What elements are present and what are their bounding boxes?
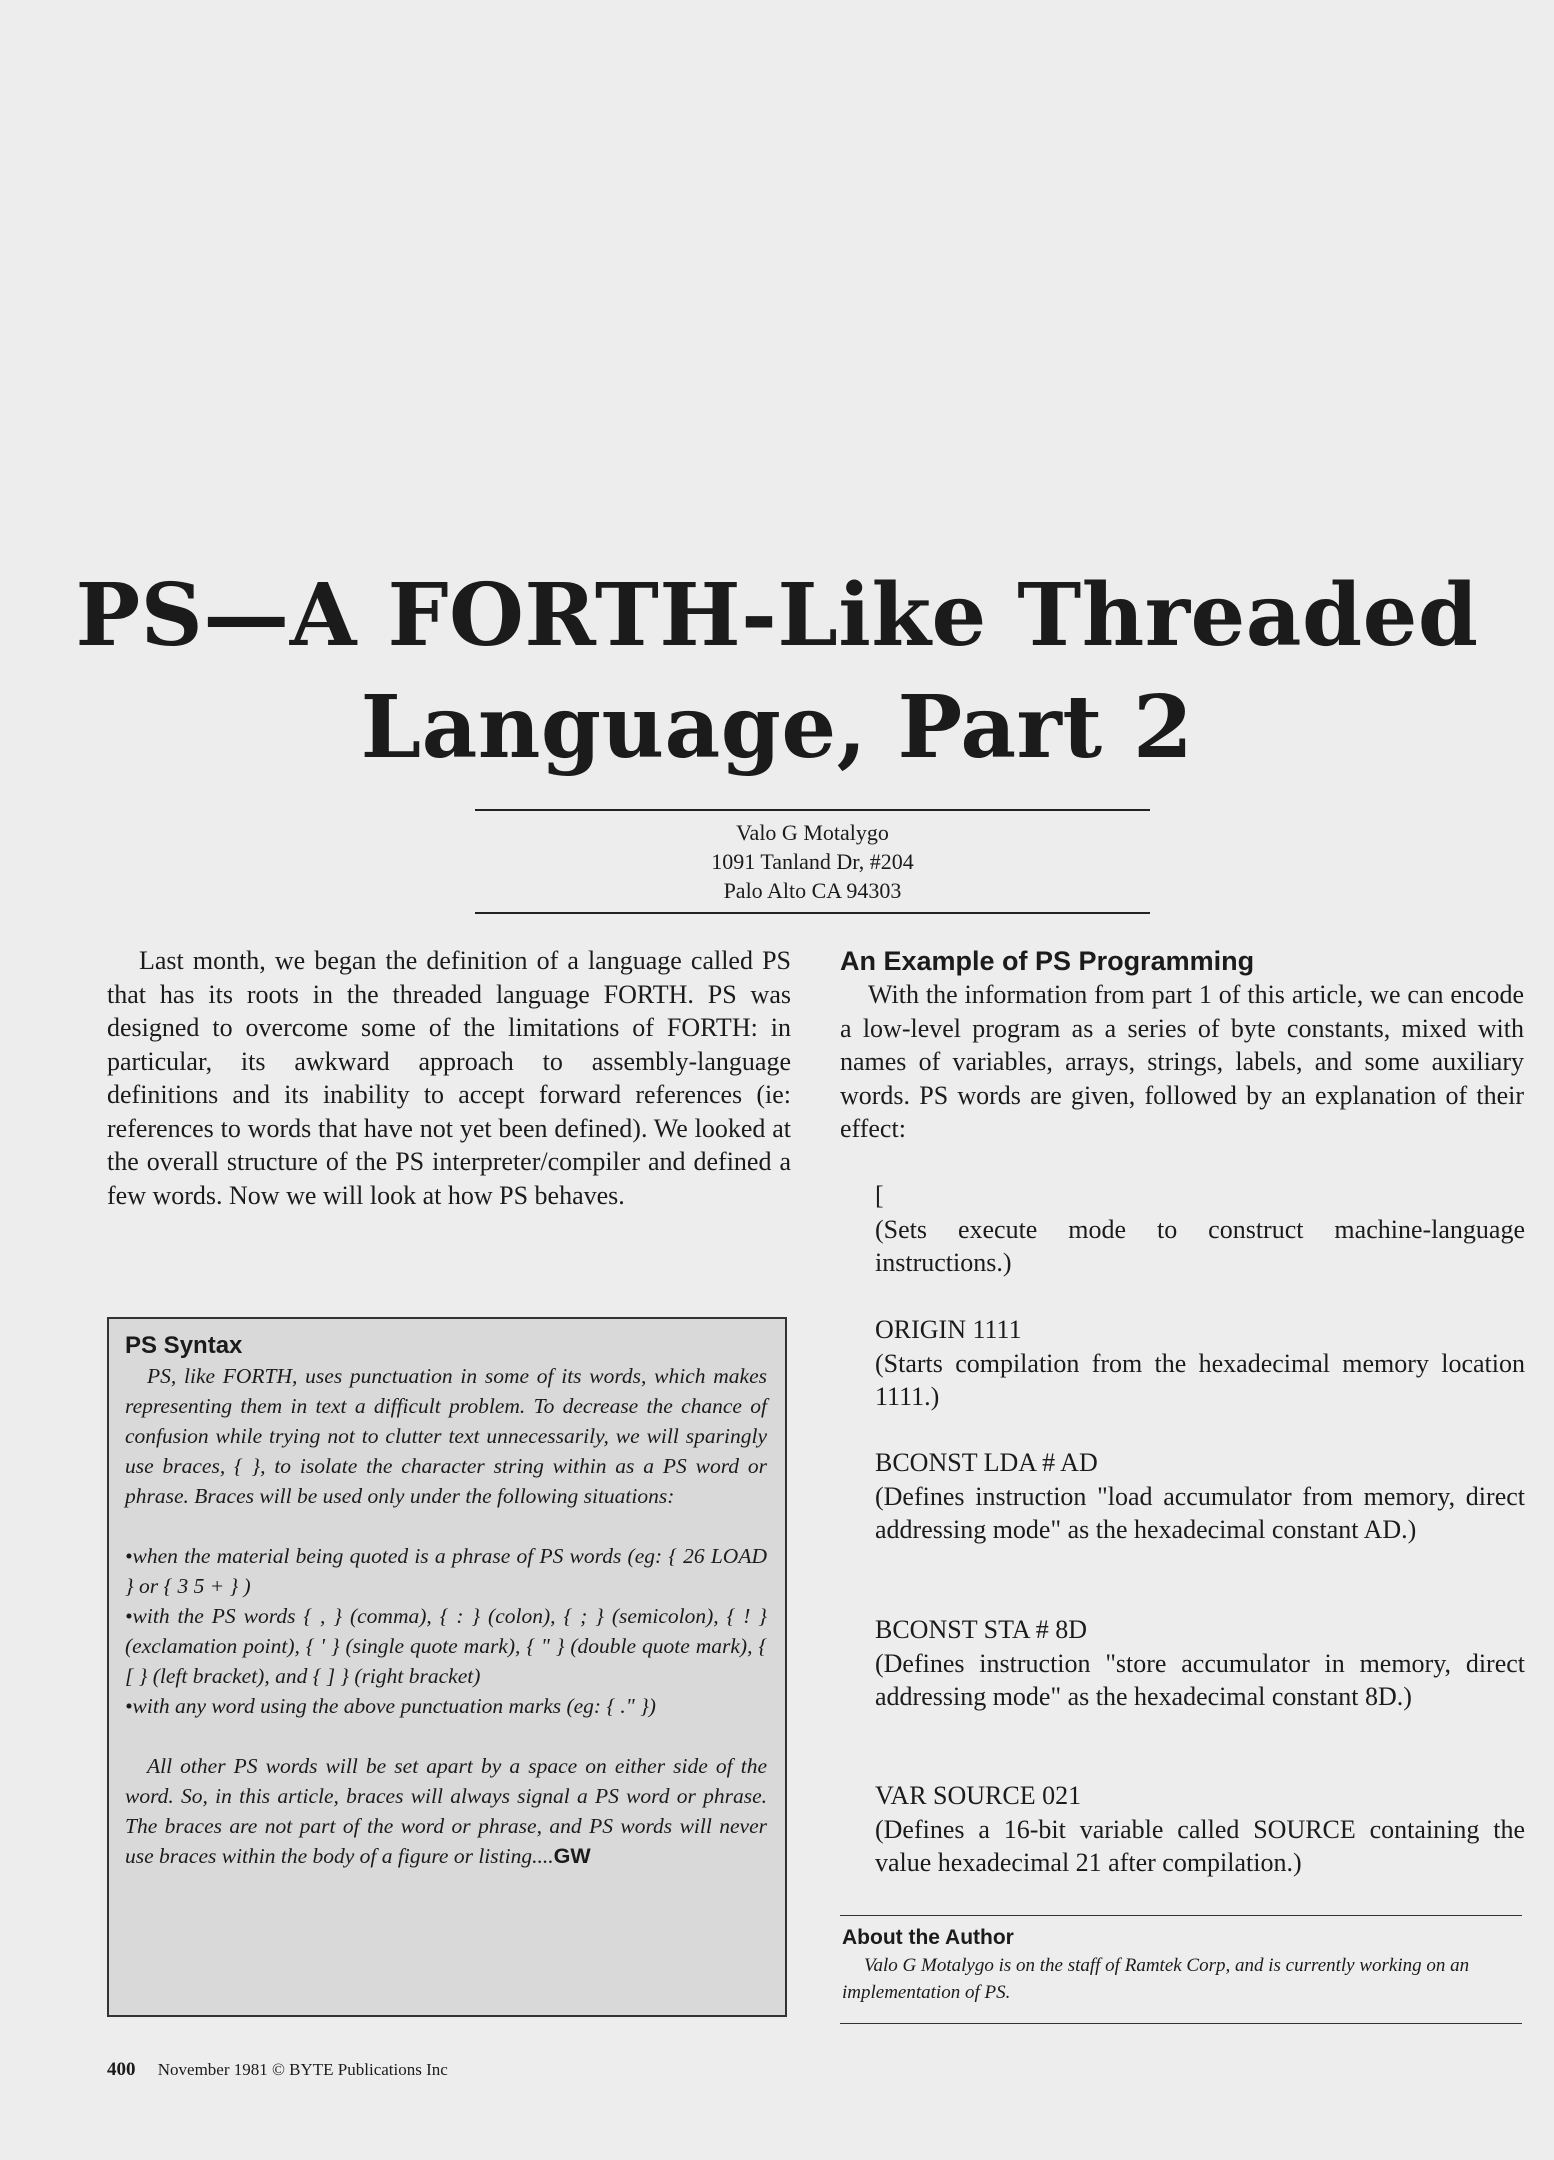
ps-word-explanation: (Defines instruction "load accumulator from memory, direct addressing mode" as the hexadecimal constant AD.) — [875, 1481, 1525, 1544]
about-author-text: Valo G Motalygo is on the staff of Ramtek Corp, and is currently working on an implementation of PS. — [842, 1955, 1470, 2003]
ps-word: BCONST STA # 8D — [875, 1615, 1087, 1644]
ps-word: VAR SOURCE 021 — [875, 1781, 1082, 1810]
ps-syntax-sidebar — [107, 1317, 787, 2017]
byline-rule-top — [475, 809, 1150, 811]
about-author-box — [842, 1924, 1522, 2006]
about-author-heading: About the Author — [842, 1926, 1014, 1949]
sidebar-signature: GW — [553, 1844, 591, 1868]
example-heading: An Example of PS Programming — [840, 946, 1255, 976]
ps-word-explanation: (Sets execute mode to construct machine-language instructions.) — [875, 1214, 1525, 1277]
ps-word: ORIGIN 1111 — [875, 1315, 1022, 1344]
ps-word-entry — [875, 1613, 1525, 1714]
article-title — [0, 560, 1554, 784]
about-rule-bottom — [840, 2023, 1522, 2024]
ps-word: [ — [875, 1181, 884, 1210]
ps-word-explanation: (Starts compilation from the hexadecimal memory location 1111.) — [875, 1348, 1525, 1411]
ps-word-explanation: (Defines instruction "store accumulator in memory, direct addressing mode" as the hexadecimal constant 8D.) — [875, 1648, 1525, 1711]
ps-word-entry — [875, 1179, 1525, 1280]
ps-word-entry — [875, 1446, 1525, 1547]
author-street: 1091 Tanland Dr, #204 — [711, 849, 914, 874]
byline-rule-bottom — [475, 912, 1150, 914]
example-section — [840, 944, 1524, 1146]
ps-word-explanation: (Defines a 16-bit variable called SOURCE containing the value hexadecimal 21 after compilation.) — [875, 1814, 1525, 1877]
about-rule-top — [840, 1915, 1522, 1916]
sidebar-bullet-list — [125, 1541, 767, 1721]
ps-word: BCONST LDA # AD — [875, 1448, 1098, 1477]
author-city: Palo Alto CA 94303 — [723, 878, 902, 903]
sidebar-bullet: •with the PS words { , } (comma), { : } (colon), { ; } (semicolon), { ! } (exclamation point), { ' } (single quote mark), { " } (double quote mark), { [ } (left bracket), and { ] } (right bracket) — [125, 1604, 767, 1688]
sidebar-heading: PS Syntax — [125, 1332, 243, 1359]
sidebar-outro — [125, 1751, 767, 1871]
sidebar-intro: PS, like FORTH, uses punctuation in some of its words, which makes representing them in text a difficult problem. To decrease the chance of confusion while trying not to clutter text unnecessarily, we will sparingly use braces, { }, to isolate the character string within as a PS word or phrase. Braces will be used only under the following situations: — [125, 1364, 767, 1508]
page-footer — [107, 2058, 448, 2082]
example-intro: With the information from part 1 of this article, we can encode a low-level program as a series of byte constants, mixed with names of variables, arrays, strings, labels, and some auxiliary words. PS words are given, followed by an explanation of their effect: — [840, 980, 1524, 1143]
lead-paragraph: Last month, we began the definition of a language called PS that has its roots in the threaded language FORTH. PS was designed to overcome some of the limitations of FORTH: in particular, its awkward approach to assembly-language definitions and its inability to accept forward references (ie: references to words that have not yet been defined). We looked at the overall structure of the PS interpreter/compiler and defined a few words. Now we will look at how PS behaves. — [107, 946, 791, 1210]
title-line-1: PS—A FORTH-Like Threaded — [75, 565, 1479, 666]
sidebar-bullet: •when the material being quoted is a phrase of PS words (eg: { 26 LOAD } or { 3 5 + } ) — [125, 1544, 767, 1598]
byline — [475, 818, 1150, 905]
ps-word-entry — [875, 1779, 1525, 1880]
page-number: 400 — [107, 2059, 136, 2080]
ps-word-entry — [875, 1313, 1525, 1414]
sidebar-outro-text: All other PS words will be set apart by a space on either side of the word. So, in this article, braces will always signal a PS word or phrase. The braces are not part of the word or phrase, and PS words will never use braces within the body of a figure or listing.... — [125, 1754, 767, 1868]
sidebar-bullet: •with any word using the above punctuation marks (eg: { ." }) — [125, 1694, 656, 1718]
author-name: Valo G Motalygo — [736, 820, 889, 845]
publication-credit: November 1981 © BYTE Publications Inc — [157, 2060, 448, 2079]
title-line-2: Language, Part 2 — [360, 677, 1194, 778]
